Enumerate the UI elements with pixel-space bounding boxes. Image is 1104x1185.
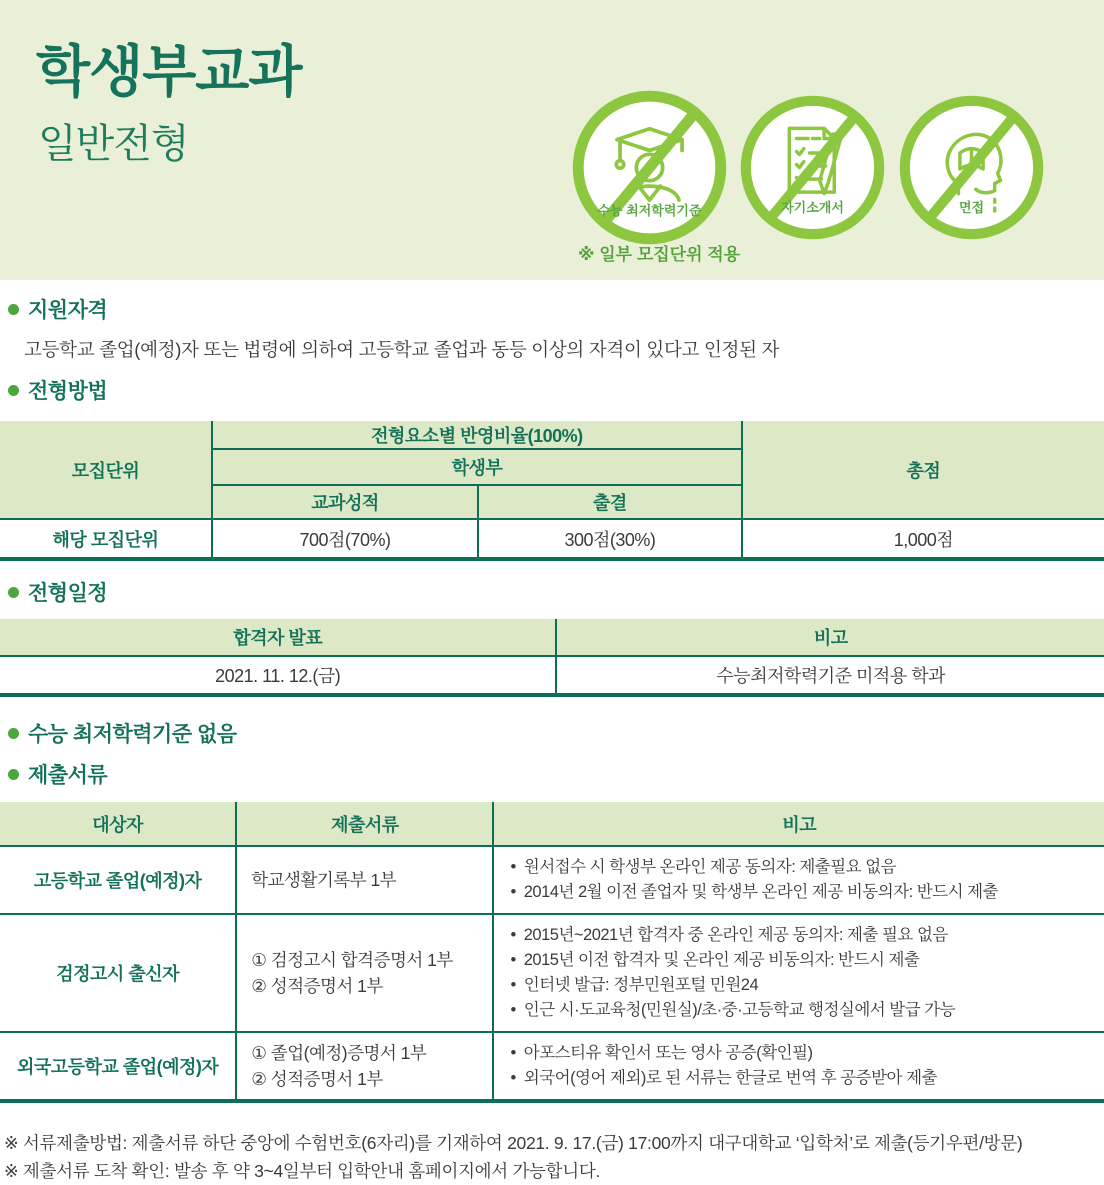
admission-method-table [0, 421, 1104, 561]
cell-target: 외국고등학교 졸업(예정)자 [0, 1032, 236, 1101]
badge-label: 자기소개서 [781, 200, 844, 215]
partial-units-note: ※ 일부 모집단위 적용 [578, 245, 741, 264]
section-heading-schedule: 전형일정 [8, 577, 1104, 607]
self-intro-document-icon [740, 95, 885, 240]
cell-attendance-score: 300점(30%) [478, 519, 742, 559]
cell-schedule-note: 수능최저학력기준 미적용 학과 [556, 656, 1104, 695]
bullet-icon [8, 769, 19, 780]
cell-target: 고등학교 졸업(예정)자 [0, 846, 236, 914]
col-header-subject: 교과성적 [212, 485, 478, 519]
section-heading-method: 전형방법 [8, 375, 1104, 405]
col-header-ratio: 전형요소별 반영비율(100%) [212, 421, 742, 449]
section-heading-min-requirement: 수능 최저학력기준 없음 [8, 718, 1104, 748]
graduate-icon [572, 90, 727, 245]
documents-table [0, 802, 1104, 1103]
table-row [0, 519, 1104, 559]
cell-announcement-date: 2021. 11. 12.(금) [0, 656, 556, 695]
col-header-note: 비고 [556, 619, 1104, 656]
no-csat-minimum-badge [572, 90, 727, 245]
page-title: 학생부교과 [36, 40, 302, 103]
cell-notes: • 아포스티유 확인서 또는 영사 공증(확인필) • 외국어(영어 제외)로 된 서류는 한글로 번역 후 공증받아 제출 [493, 1032, 1104, 1101]
cell-docs: 학교생활기록부 1부 [236, 846, 493, 914]
cell-subject-score: 700점(70%) [212, 519, 478, 559]
col-header-announcement: 합격자 발표 [0, 619, 556, 656]
footnote: ※ 서류제출방법: 제출서류 하단 중앙에 수험번호(6자리)를 기재하여 2021. 9. 17.(금) 17:00까지 대구대학교 ‘입학처’로 제출(등기우편/방문) [4, 1133, 1023, 1153]
section-heading-documents: 제출서류 [8, 759, 1104, 789]
col-header-docs-note: 비고 [493, 802, 1104, 846]
cell-unit: 해당 모집단위 [0, 519, 212, 559]
table-row [0, 914, 1104, 1032]
col-header-record: 학생부 [212, 449, 742, 485]
table-row [0, 1032, 1104, 1101]
cell-docs: ① 검정고시 합격증명서 1부 ② 성적증명서 1부 [236, 914, 493, 1032]
schedule-table [0, 619, 1104, 697]
footnotes [4, 1129, 1088, 1185]
bullet-icon [8, 728, 19, 739]
bullet-icon [8, 304, 19, 315]
badge-label: 수능 최저학력기준 [597, 203, 702, 218]
interview-head-icon [899, 95, 1044, 240]
bullet-icon [8, 587, 19, 598]
table-row [0, 421, 1104, 449]
col-header-unit: 모집단위 [0, 421, 212, 519]
cell-notes: • 2015년~2021년 합격자 중 온라인 제공 동의자: 제출 필요 없음 • 2015년 이전 합격자 및 온라인 제공 비동의자: 반드시 제출 • 인터넷 발급: 정부민원포털 민원24 • 인근 시·도교육청(민원실)/초·중·고등학교 행정실에서 발급 가능 [493, 914, 1104, 1032]
cell-docs: ① 졸업(예정)증명서 1부 ② 성적증명서 1부 [236, 1032, 493, 1101]
footnote: ※ 제출서류 도착 확인: 발송 후 약 3~4일부터 입학안내 홈페이지에서 가능합니다. [4, 1161, 601, 1181]
page-subtitle: 일반전형 [38, 122, 189, 166]
col-header-target: 대상자 [0, 802, 236, 846]
content-area [0, 280, 1104, 1185]
col-header-total: 총점 [742, 421, 1104, 519]
bullet-icon [8, 385, 19, 396]
badge-label: 면접 [958, 200, 985, 215]
col-header-docs: 제출서류 [236, 802, 493, 846]
cell-target: 검정고시 출신자 [0, 914, 236, 1032]
no-self-intro-badge [740, 95, 885, 240]
cell-notes: • 원서접수 시 학생부 온라인 제공 동의자: 제출필요 없음 • 2014년 2월 이전 졸업자 및 학생부 온라인 제공 비동의자: 반드시 제출 [493, 846, 1104, 914]
table-row [0, 802, 1104, 846]
header-band [0, 0, 1104, 280]
table-row [0, 846, 1104, 914]
table-row [0, 619, 1104, 656]
no-interview-badge [899, 95, 1044, 240]
eligibility-text: 고등학교 졸업(예정)자 또는 법령에 의하여 고등학교 졸업과 동등 이상의 자격이 있다고 인정된 자 [24, 339, 780, 360]
table-row [0, 656, 1104, 695]
section-heading-eligibility: 지원자격 [8, 294, 1104, 324]
cell-total-score: 1,000점 [742, 519, 1104, 559]
col-header-attendance: 출결 [478, 485, 742, 519]
